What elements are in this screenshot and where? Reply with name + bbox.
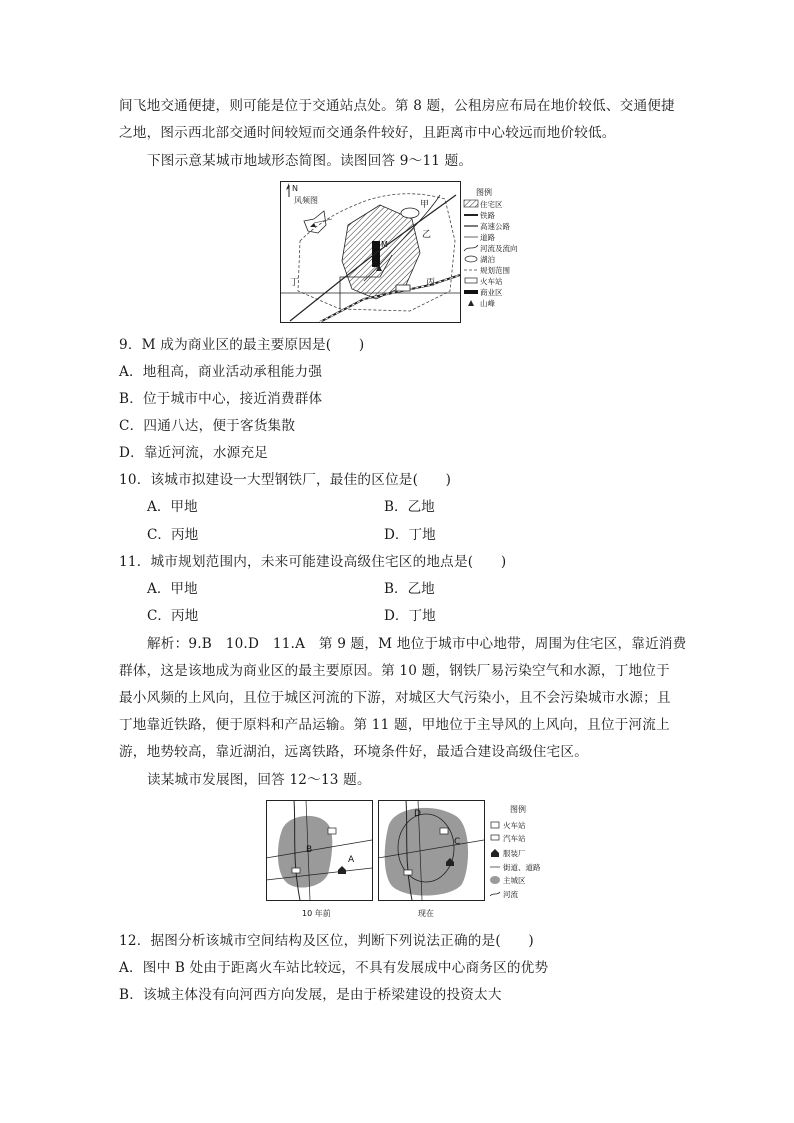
legend-label: 火车站 [480, 277, 503, 286]
analysis-line: 丁地靠近铁路，便于原料和产品运输。第 11 题，甲地位于主导风的上风向，且位于河流上 [119, 717, 670, 733]
option: C．丙地 [147, 608, 199, 624]
intro-line: 读某城市发展图，回答 12～13 题。 [147, 772, 371, 788]
place-a: A [348, 855, 355, 865]
option: A．甲地 [147, 581, 198, 597]
question-11: 11．城市规划范围内，未来可能建设高级住宅区的地点是( ) [119, 554, 507, 570]
legend-label: 汽车站 [503, 834, 526, 843]
legend-label: 规划范围 [480, 266, 510, 275]
legend-commercial-icon [464, 290, 478, 294]
legend-train-station-icon [491, 822, 499, 828]
paragraph-line: 间飞地交通便捷，则可能是位于交通站点处。第 8 题，公租房应布局在地价较低、交通便捷 [119, 98, 675, 114]
legend-label: 主城区 [503, 876, 526, 885]
legend-title: 图例 [476, 188, 492, 197]
legend-river-icon [464, 245, 478, 251]
legend-train-station-icon [465, 278, 477, 283]
legend-title: 图例 [510, 805, 526, 814]
analysis-line: 解析：9.B 10.D 11.A 第 9 题，M 地位于城市中心地带，周围为住宅区，靠近消费 [147, 636, 687, 652]
legend-label: 山峰 [480, 299, 495, 308]
wind-rose-label: 风频图 [294, 196, 318, 205]
legend-peak-icon [468, 300, 474, 306]
lake [401, 208, 419, 218]
caption-before: 10 年前 [302, 909, 331, 918]
option: D．靠近河流，水源充足 [119, 445, 269, 461]
analysis-line: 最小风频的上风向，且位于城区河流的下游，对城区大气污染小，且不会污染城市水源；且 [119, 690, 671, 706]
legend-garment-factory-icon [491, 849, 499, 857]
legend-label: 商业区 [480, 288, 503, 297]
city-morphology-map [280, 181, 524, 323]
place-c: C [454, 837, 461, 847]
option: A．甲地 [147, 499, 198, 515]
analysis-line: 游，地势较高，靠近湖泊，远离铁路，环境条件好，最适合建设高级住宅区。 [119, 744, 588, 760]
analysis-line: 群体，这是该地成为商业区的最主要原因。第 10 题，钢铁厂易污染空气和水源，丁地位于 [119, 663, 670, 679]
place-ding: 丁 [290, 278, 300, 288]
bus-station-icon [404, 870, 412, 875]
place-m: M [381, 240, 388, 249]
north-label: N [292, 184, 298, 193]
train-station-icon [396, 285, 410, 291]
place-yi: 乙 [422, 230, 432, 240]
option: C．丙地 [147, 527, 199, 543]
option: D．丁地 [384, 608, 436, 624]
legend-label: 湖泊 [480, 255, 495, 264]
legend-residential-icon [464, 200, 478, 207]
place-bing: 丙 [426, 278, 436, 288]
intro-line: 下图示意某城市地域形态简图。读图回答 9～11 题。 [147, 153, 473, 169]
option: B．该城主体没有向河西方向发展，是由于桥梁建设的投资太大 [119, 987, 502, 1003]
legend-label: 火车站 [503, 821, 526, 830]
legend-label: 道路 [480, 233, 495, 242]
bus-station-icon [292, 868, 300, 873]
place-jia: 甲 [420, 200, 430, 210]
legend-bus-station-icon [491, 835, 499, 840]
option: B．位于城市中心，接近消费群体 [119, 391, 323, 407]
legend-label: 街道、道路 [503, 863, 541, 872]
legend-river-icon [490, 892, 500, 896]
legend-main-city-icon [490, 876, 500, 884]
question-9: 9．M 成为商业区的最主要原因是( ) [119, 337, 365, 353]
train-station-icon [328, 828, 336, 834]
legend-label: 河流及流向 [480, 244, 518, 253]
legend-label: 服装厂 [503, 849, 526, 858]
option: A．图中 B 处由于距离火车站比较远，不具有发展成中心商务区的优势 [119, 960, 549, 976]
place-d: D [414, 809, 421, 819]
place-b: B [306, 845, 313, 855]
option: A．地租高，商业活动承租能力强 [119, 364, 323, 380]
option: B．乙地 [384, 499, 435, 515]
option: B．乙地 [384, 581, 435, 597]
city-development-map [266, 800, 560, 920]
paragraph-line: 之地，图示西北部交通时间较短而交通条件较好，且距离市中心较远而地价较低。 [119, 125, 616, 141]
question-12: 12．据图分析该城市空间结构及区位，判断下列说法正确的是( ) [119, 933, 534, 949]
legend-label: 河流 [503, 890, 518, 899]
option: D．丁地 [384, 527, 436, 543]
question-10: 10．该城市拟建设一大型钢铁厂，最佳的区位是( ) [119, 472, 452, 488]
train-station-icon [440, 828, 448, 834]
commercial-area [372, 241, 380, 267]
legend-label: 高速公路 [480, 222, 510, 231]
option: C．四通八达，便于客货集散 [119, 418, 296, 434]
caption-now: 现在 [418, 909, 434, 918]
legend-lake-icon [465, 256, 477, 262]
legend-label: 住宅区 [480, 200, 503, 209]
legend-label: 铁路 [480, 211, 495, 220]
